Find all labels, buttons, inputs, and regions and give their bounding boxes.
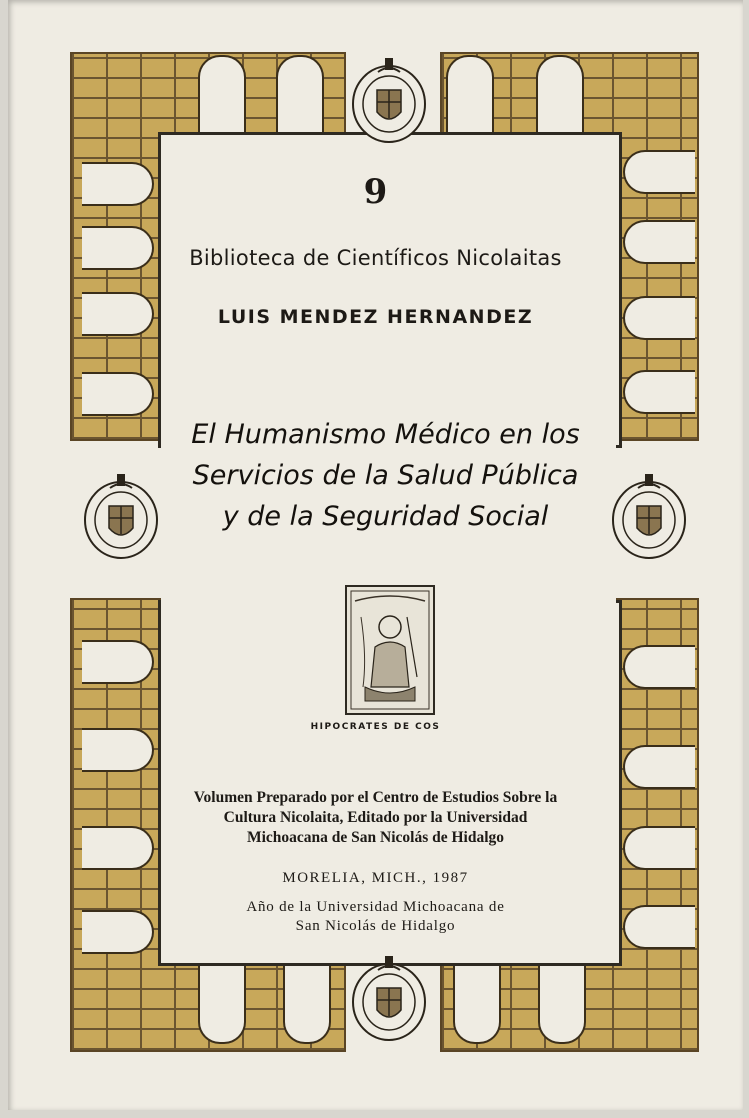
place-year: MORELIA, MICH., 1987	[282, 870, 469, 886]
title-line: El Humanismo Médico en los	[191, 419, 580, 450]
arch-decoration	[82, 640, 154, 684]
illustration-caption: HIPOCRATES DE COS	[310, 722, 441, 732]
title-line: y de la Seguridad Social	[222, 501, 549, 532]
arch-decoration	[446, 55, 494, 133]
book-cover	[8, 0, 743, 1110]
preparation-line: Volumen Preparado por el Centro de Estudios Sobre la	[193, 789, 558, 806]
arch-decoration	[283, 966, 331, 1044]
arch-decoration	[623, 745, 695, 789]
year-motto	[8, 898, 743, 936]
arch-decoration	[276, 55, 324, 133]
preparation-line: Michoacana de San Nicolás de Hidalgo	[246, 829, 505, 846]
book-title	[18, 414, 749, 537]
arch-decoration	[623, 370, 695, 414]
university-seal-icon	[348, 52, 430, 150]
series-name: Biblioteca de Científicos Nicolaitas	[189, 246, 562, 270]
arch-decoration	[198, 55, 246, 133]
volume-number: 9	[363, 172, 388, 212]
preparation-note	[8, 788, 743, 848]
hippocrates-engraving-icon	[345, 585, 435, 715]
arch-decoration	[198, 966, 246, 1044]
arch-decoration	[538, 966, 586, 1044]
motto-line: San Nicolás de Hidalgo	[295, 918, 456, 934]
arch-decoration	[453, 966, 501, 1044]
motto-line: Año de la Universidad Michoacana de	[246, 899, 505, 915]
arch-decoration	[536, 55, 584, 133]
arch-decoration	[82, 728, 154, 772]
arch-decoration	[623, 645, 695, 689]
preparation-line: Cultura Nicolaita, Editado por la Universidad	[223, 809, 528, 826]
author-name: LUIS MENDEZ HERNANDEZ	[217, 306, 534, 328]
title-line: Servicios de la Salud Pública	[192, 460, 579, 491]
arch-decoration	[82, 372, 154, 416]
university-seal-icon	[348, 950, 430, 1048]
